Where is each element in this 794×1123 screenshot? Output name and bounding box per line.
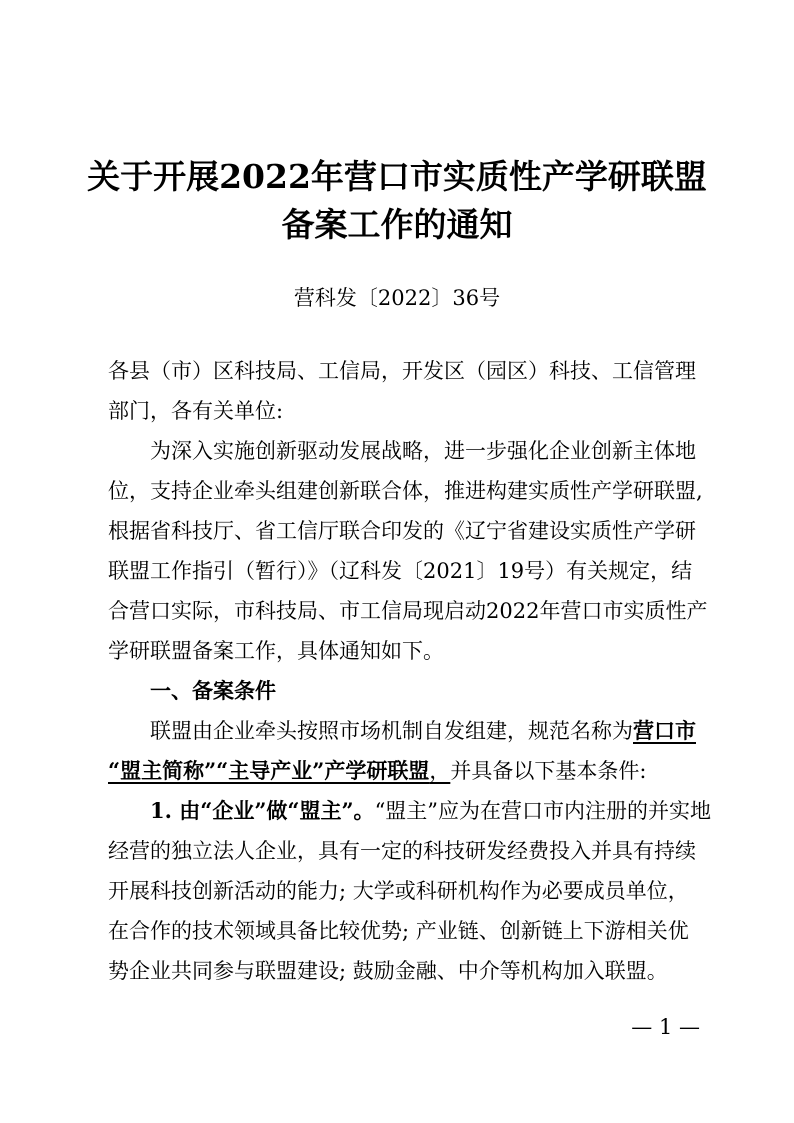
body-line [150, 716, 696, 746]
body-line: 各县（市）区科技局、工信局，开发区（园区）科技、工信管理 [108, 359, 696, 383]
body-line: 势企业共同参与联盟建设; 鼓励金融、中介等机构加入联盟。 [108, 959, 668, 983]
document-number: 营科发〔2022〕36号 [293, 286, 501, 310]
body-line: 开展科技创新活动的能力; 大学或科研机构作为必要成员单位， [108, 879, 689, 903]
body-text: 联盟由企业牵头按照市场机制自发组建，规范名称为 [150, 719, 633, 743]
alliance-name-part-2: “盟主简称”“主导产业”产学研联盟 [108, 758, 430, 783]
body-line: 经营的独立法人企业，具有一定的科技研发经费投入并具有持续 [108, 839, 696, 863]
body-line [150, 796, 712, 826]
body-line: 在合作的技术领域具备比较优势; 产业链、创新链上下游相关优 [108, 919, 689, 943]
document-title-line-1: 关于开展2022年营口市实质性产学研联盟 [87, 157, 707, 196]
body-line: 为深入实施创新驱动发展战略，进一步强化企业创新主体地 [150, 439, 696, 463]
body-text: “盟主”应为在营口市内注册的并实地 [374, 799, 712, 823]
body-line: 联盟工作指引（暂行）》（辽科发〔2021〕19号）有关规定，结 [108, 559, 693, 583]
body-line: 部门，各有关单位: [108, 399, 284, 423]
page-number: — 1 — [631, 1015, 700, 1039]
body-line: 根据省科技厅、省工信厅联合印发的《辽宁省建设实质性产学研 [108, 519, 696, 543]
document-title-line-2: 备案工作的通知 [281, 205, 513, 244]
body-line: 合营口实际，市科技局、市工信局现启动2022年营口市实质性产 [108, 599, 708, 623]
alliance-name-part-1: 营口市 [633, 718, 696, 743]
body-line: 位，支持企业牵头组建创新联合体，推进构建实质性产学研联盟, [108, 479, 703, 503]
section-heading: 一、备案条件 [150, 678, 276, 703]
body-line [108, 756, 688, 786]
underlined-comma: ， [429, 759, 451, 783]
item-1-heading: 1. 由“企业”做“盟主”。 [150, 798, 375, 823]
body-line: 学研联盟备案工作，具体通知如下。 [108, 639, 444, 663]
body-text: 并具备以下基本条件: [450, 759, 647, 783]
